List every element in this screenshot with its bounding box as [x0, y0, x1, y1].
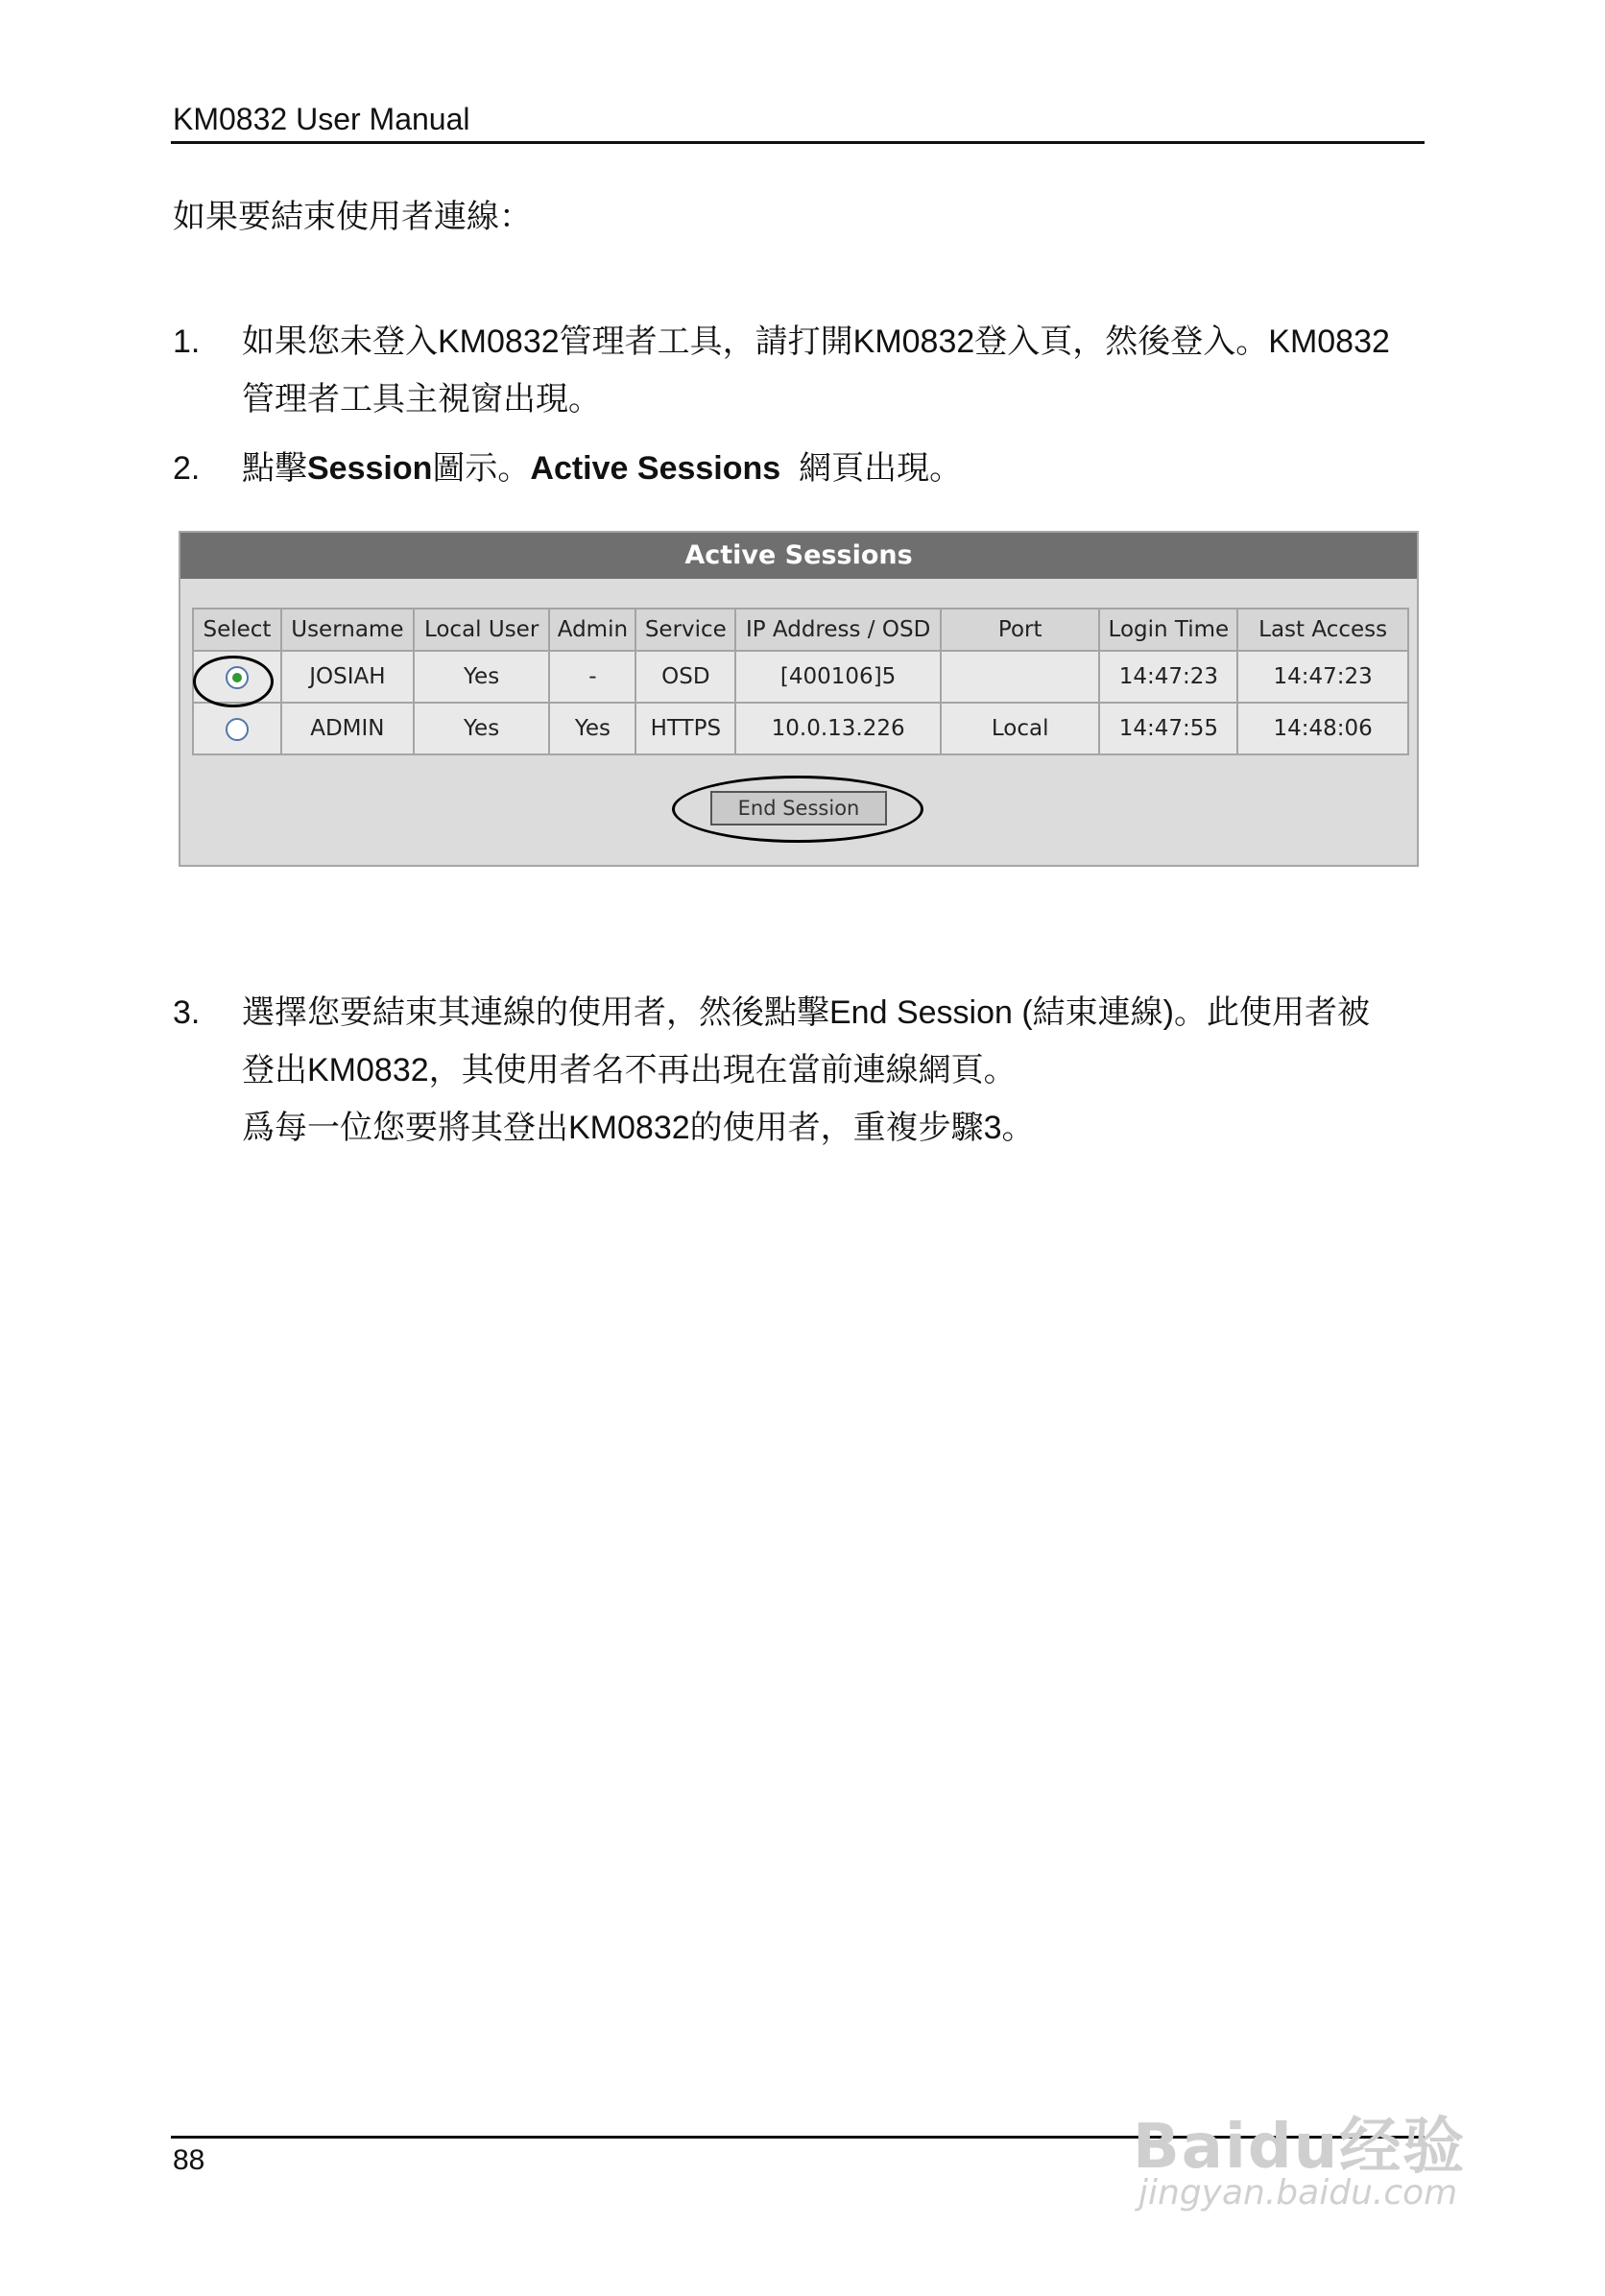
- step-number: 2.: [173, 450, 201, 487]
- admin-cell: Yes: [549, 703, 635, 754]
- login-time-cell: 14:47:55: [1099, 703, 1237, 754]
- port-cell: [941, 651, 1100, 703]
- service-cell: OSD: [635, 651, 735, 703]
- ip-cell: 10.0.13.226: [735, 703, 941, 754]
- active-sessions-term: Active Sessions: [530, 450, 781, 487]
- end-session-button[interactable]: End Session: [710, 791, 887, 825]
- column-header: Port: [941, 609, 1100, 651]
- step-number: 1.: [173, 323, 201, 360]
- watermark-logo: Baidu经验: [1133, 2112, 1467, 2183]
- local-user-cell: Yes: [414, 651, 550, 703]
- table-row: [193, 651, 1408, 703]
- step-text: 網頁出現。: [780, 450, 963, 487]
- local-user-cell: Yes: [414, 703, 550, 754]
- select-radio[interactable]: [226, 718, 249, 741]
- ip-cell: [400106]5: [735, 651, 941, 703]
- step-text-line: 選擇您要結束其連線的使用者，然後點擊End Session (結束連線)。此使用者被: [242, 994, 1370, 1031]
- active-sessions-panel: [179, 531, 1419, 867]
- watermark-url: jingyan.baidu.com: [1138, 2173, 1458, 2212]
- login-time-cell: 14:47:23: [1099, 651, 1237, 703]
- step-text-line: 管理者工具主視窗出現。: [242, 381, 601, 418]
- port-cell: Local: [941, 703, 1100, 754]
- column-header: Login Time: [1099, 609, 1237, 651]
- step-number: 3.: [173, 994, 201, 1031]
- step-text: 圖示。: [432, 450, 531, 487]
- last-access-cell: 14:48:06: [1237, 703, 1408, 754]
- username-cell: JOSIAH: [281, 651, 414, 703]
- table-row: [193, 703, 1408, 754]
- table-header-row: [193, 609, 1408, 651]
- intro-text: 如果要結束使用者連線：: [173, 198, 532, 236]
- page-number: 88: [173, 2144, 205, 2176]
- session-term: Session: [307, 450, 433, 487]
- sessions-table: [192, 608, 1409, 755]
- step-text-line: 登出KM0832，其使用者名不再出現在當前連線網頁。: [242, 1052, 1017, 1088]
- column-header: Admin: [549, 609, 635, 651]
- column-header: Service: [635, 609, 735, 651]
- column-header: Local User: [414, 609, 550, 651]
- step-text-line: 如果您未登入KM0832管理者工具，請打開KM0832登入頁，然後登入。KM0832: [242, 323, 1390, 360]
- select-radio[interactable]: [226, 666, 249, 689]
- column-header: IP Address / OSD: [735, 609, 941, 651]
- select-cell: [193, 703, 281, 754]
- column-header: Last Access: [1237, 609, 1408, 651]
- step-text-line: 爲每一位您要將其登出KM0832的使用者，重複步驟3。: [242, 1110, 1035, 1146]
- admin-cell: -: [549, 651, 635, 703]
- column-header: Username: [281, 609, 414, 651]
- document-header-title: KM0832 User Manual: [173, 102, 470, 136]
- header-rule: [171, 141, 1425, 144]
- column-header: Select: [193, 609, 281, 651]
- username-cell: ADMIN: [281, 703, 414, 754]
- select-cell: [193, 651, 281, 703]
- service-cell: HTTPS: [635, 703, 735, 754]
- panel-title: Active Sessions: [180, 533, 1417, 579]
- step-text: 點擊: [242, 450, 307, 487]
- last-access-cell: 14:47:23: [1237, 651, 1408, 703]
